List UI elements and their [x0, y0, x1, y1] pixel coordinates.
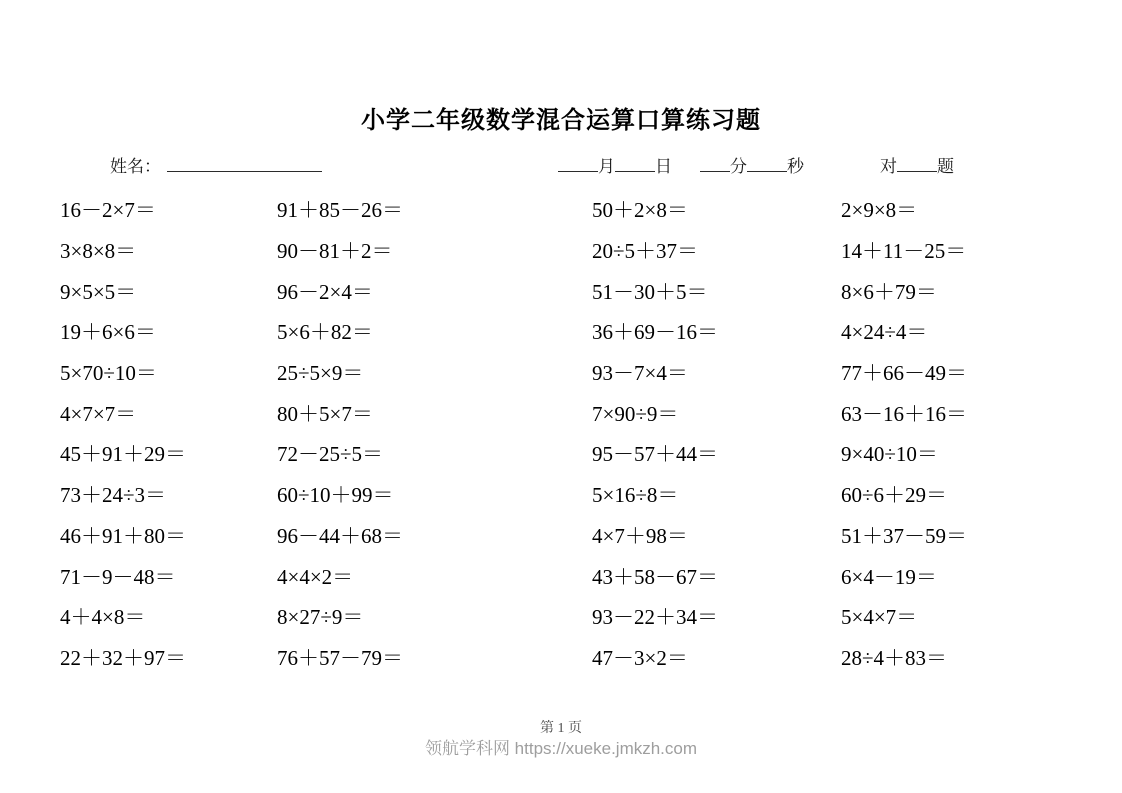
month-blank [558, 157, 598, 172]
worksheet-header [0, 152, 1122, 182]
date-field-group [558, 152, 672, 177]
problem-cell: 8×6＋79＝ [841, 279, 937, 304]
problem-cell: 28÷4＋83＝ [841, 645, 948, 670]
second-blank [747, 157, 787, 172]
day-blank [615, 157, 655, 172]
day-label: 日 [655, 157, 672, 176]
name-label: 姓名： [110, 157, 161, 176]
problem-cell: 93－22＋34＝ [592, 605, 718, 630]
site-link[interactable]: 领航学科网 https://xueke.jmkzh.com [424, 738, 698, 758]
problem-cell: 60÷6＋29＝ [841, 483, 948, 508]
problem-cell: 47－3×2＝ [592, 645, 688, 670]
problem-cell: 4×24÷4＝ [841, 320, 928, 345]
problem-cell: 16－2×7＝ [60, 198, 156, 223]
problem-cell: 7×90÷9＝ [592, 401, 679, 426]
problem-cell: 4＋4×8＝ [60, 605, 146, 630]
problem-cell: 60÷10＋99＝ [277, 483, 394, 508]
minute-blank [700, 157, 730, 172]
problem-cell: 5×70÷10＝ [60, 361, 157, 386]
problem-cell: 9×5×5＝ [60, 279, 137, 304]
problem-cell: 77＋66－49＝ [841, 361, 967, 386]
problem-cell: 4×7×7＝ [60, 401, 137, 426]
problem-cell: 50＋2×8＝ [592, 198, 688, 223]
problem-cell: 6×4－19＝ [841, 564, 937, 589]
second-label: 秒 [787, 157, 804, 176]
problem-cell: 36＋69－16＝ [592, 320, 718, 345]
problem-cell: 51＋37－59＝ [841, 523, 967, 548]
problem-cell: 46＋91＋80＝ [60, 523, 186, 548]
problem-cell: 45＋91＋29＝ [60, 442, 186, 467]
problem-cell: 80＋5×7＝ [277, 401, 373, 426]
problem-cell: 5×6＋82＝ [277, 320, 373, 345]
problem-cell: 71－9－48＝ [60, 564, 176, 589]
page-number: 第 1 页 [540, 721, 582, 736]
problem-cell: 22＋32＋97＝ [60, 645, 186, 670]
problem-cell: 5×16÷8＝ [592, 483, 679, 508]
page-title: 小学二年级数学混合运算口算练习题 [361, 108, 761, 134]
problem-cell: 51－30＋5＝ [592, 279, 708, 304]
minute-label: 分 [730, 157, 747, 176]
name-field-group [110, 152, 322, 177]
problem-cell: 43＋58－67＝ [592, 564, 718, 589]
problem-cell: 72－25÷5＝ [277, 442, 384, 467]
problem-cell: 25÷5×9＝ [277, 361, 364, 386]
correct-label: 对 [880, 157, 897, 176]
problem-cell: 19＋6×6＝ [60, 320, 156, 345]
problem-cell: 91＋85－26＝ [277, 198, 403, 223]
month-label: 月 [598, 157, 615, 176]
problem-cell: 5×4×7＝ [841, 605, 918, 630]
problem-cell: 93－7×4＝ [592, 361, 688, 386]
problems-grid [60, 189, 1122, 677]
problem-cell: 95－57＋44＝ [592, 442, 718, 467]
score-field-group [880, 152, 954, 177]
problem-cell: 20÷5＋37＝ [592, 239, 699, 264]
problem-cell: 96－44＋68＝ [277, 523, 403, 548]
problem-cell: 90－81＋2＝ [277, 239, 393, 264]
problem-cell: 9×40÷10＝ [841, 442, 938, 467]
problem-cell: 3×8×8＝ [60, 239, 137, 264]
unit-label: 题 [937, 157, 954, 176]
name-blank [167, 157, 322, 172]
problem-cell: 14＋11－25＝ [841, 239, 967, 264]
problem-cell: 8×27÷9＝ [277, 605, 364, 630]
problem-cell: 4×7＋98＝ [592, 523, 688, 548]
problem-cell: 73＋24÷3＝ [60, 483, 167, 508]
problem-cell: 4×4×2＝ [277, 564, 354, 589]
time-field-group [700, 152, 804, 177]
problem-cell: 2×9×8＝ [841, 198, 918, 223]
problem-cell: 76＋57－79＝ [277, 645, 403, 670]
problem-cell: 96－2×4＝ [277, 279, 373, 304]
problem-cell: 63－16＋16＝ [841, 401, 967, 426]
page-footer [0, 720, 1122, 759]
score-blank [897, 157, 937, 172]
